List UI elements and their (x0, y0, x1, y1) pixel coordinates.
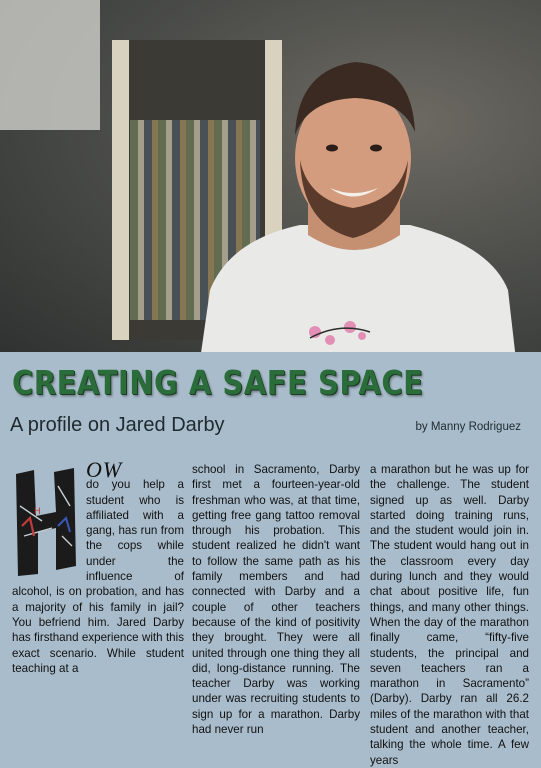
decorative-dropcap-h-icon (12, 466, 80, 578)
dropcap-rest: OW (86, 457, 123, 482)
photo-portrait-man (190, 40, 520, 352)
hero-photo (0, 0, 541, 352)
photo-wall-poster (0, 0, 100, 130)
article-headline: CREATING A SAFE SPACE (12, 363, 424, 403)
article-column-1 (12, 457, 184, 676)
dropcap-letter: H (34, 507, 41, 517)
column-1-text: do you help a student who is affiliated with a gang, has run from the cops while under the influence of alcohol, is on probation, and has a majority of his family in jail? You befriend him. Jared Darby has firsthand experience with this exact scenario. While student teaching at a (12, 478, 184, 675)
article-column-3: a marathon but he was up for the challenge. The student signed up as well. Darby started doing training runs, and the student would join in. The student would hang out in the classroom every day during lunch and they would chat about positive life, fun things, and many other things. When the day of the marathon finally came, “fifty-five students, the principal and seven teachers ran a marathon in Sacramento” (Darby). Darby ran all 26.2 miles of the marathon with that student and another teacher, talking the whole time. A few years (370, 463, 529, 767)
article-subtitle: A profile on Jared Darby (10, 414, 225, 436)
article-byline: by Manny Rodriguez (415, 421, 521, 433)
article-column-2: school in Sacramento, Darby first met a fourteen-year-old freshman who was, at that time, getting free gang tattoo removal through his probation. This student realized he didn't want to follow the same path as his family members and had connected with Darby and a couple of other teachers because of the kind of positivity they brought. They were all united through one thing they all did, long-distance running. The teacher Darby was working under was recruiting students to sign up for a marathon. Darby had never run (192, 463, 360, 737)
